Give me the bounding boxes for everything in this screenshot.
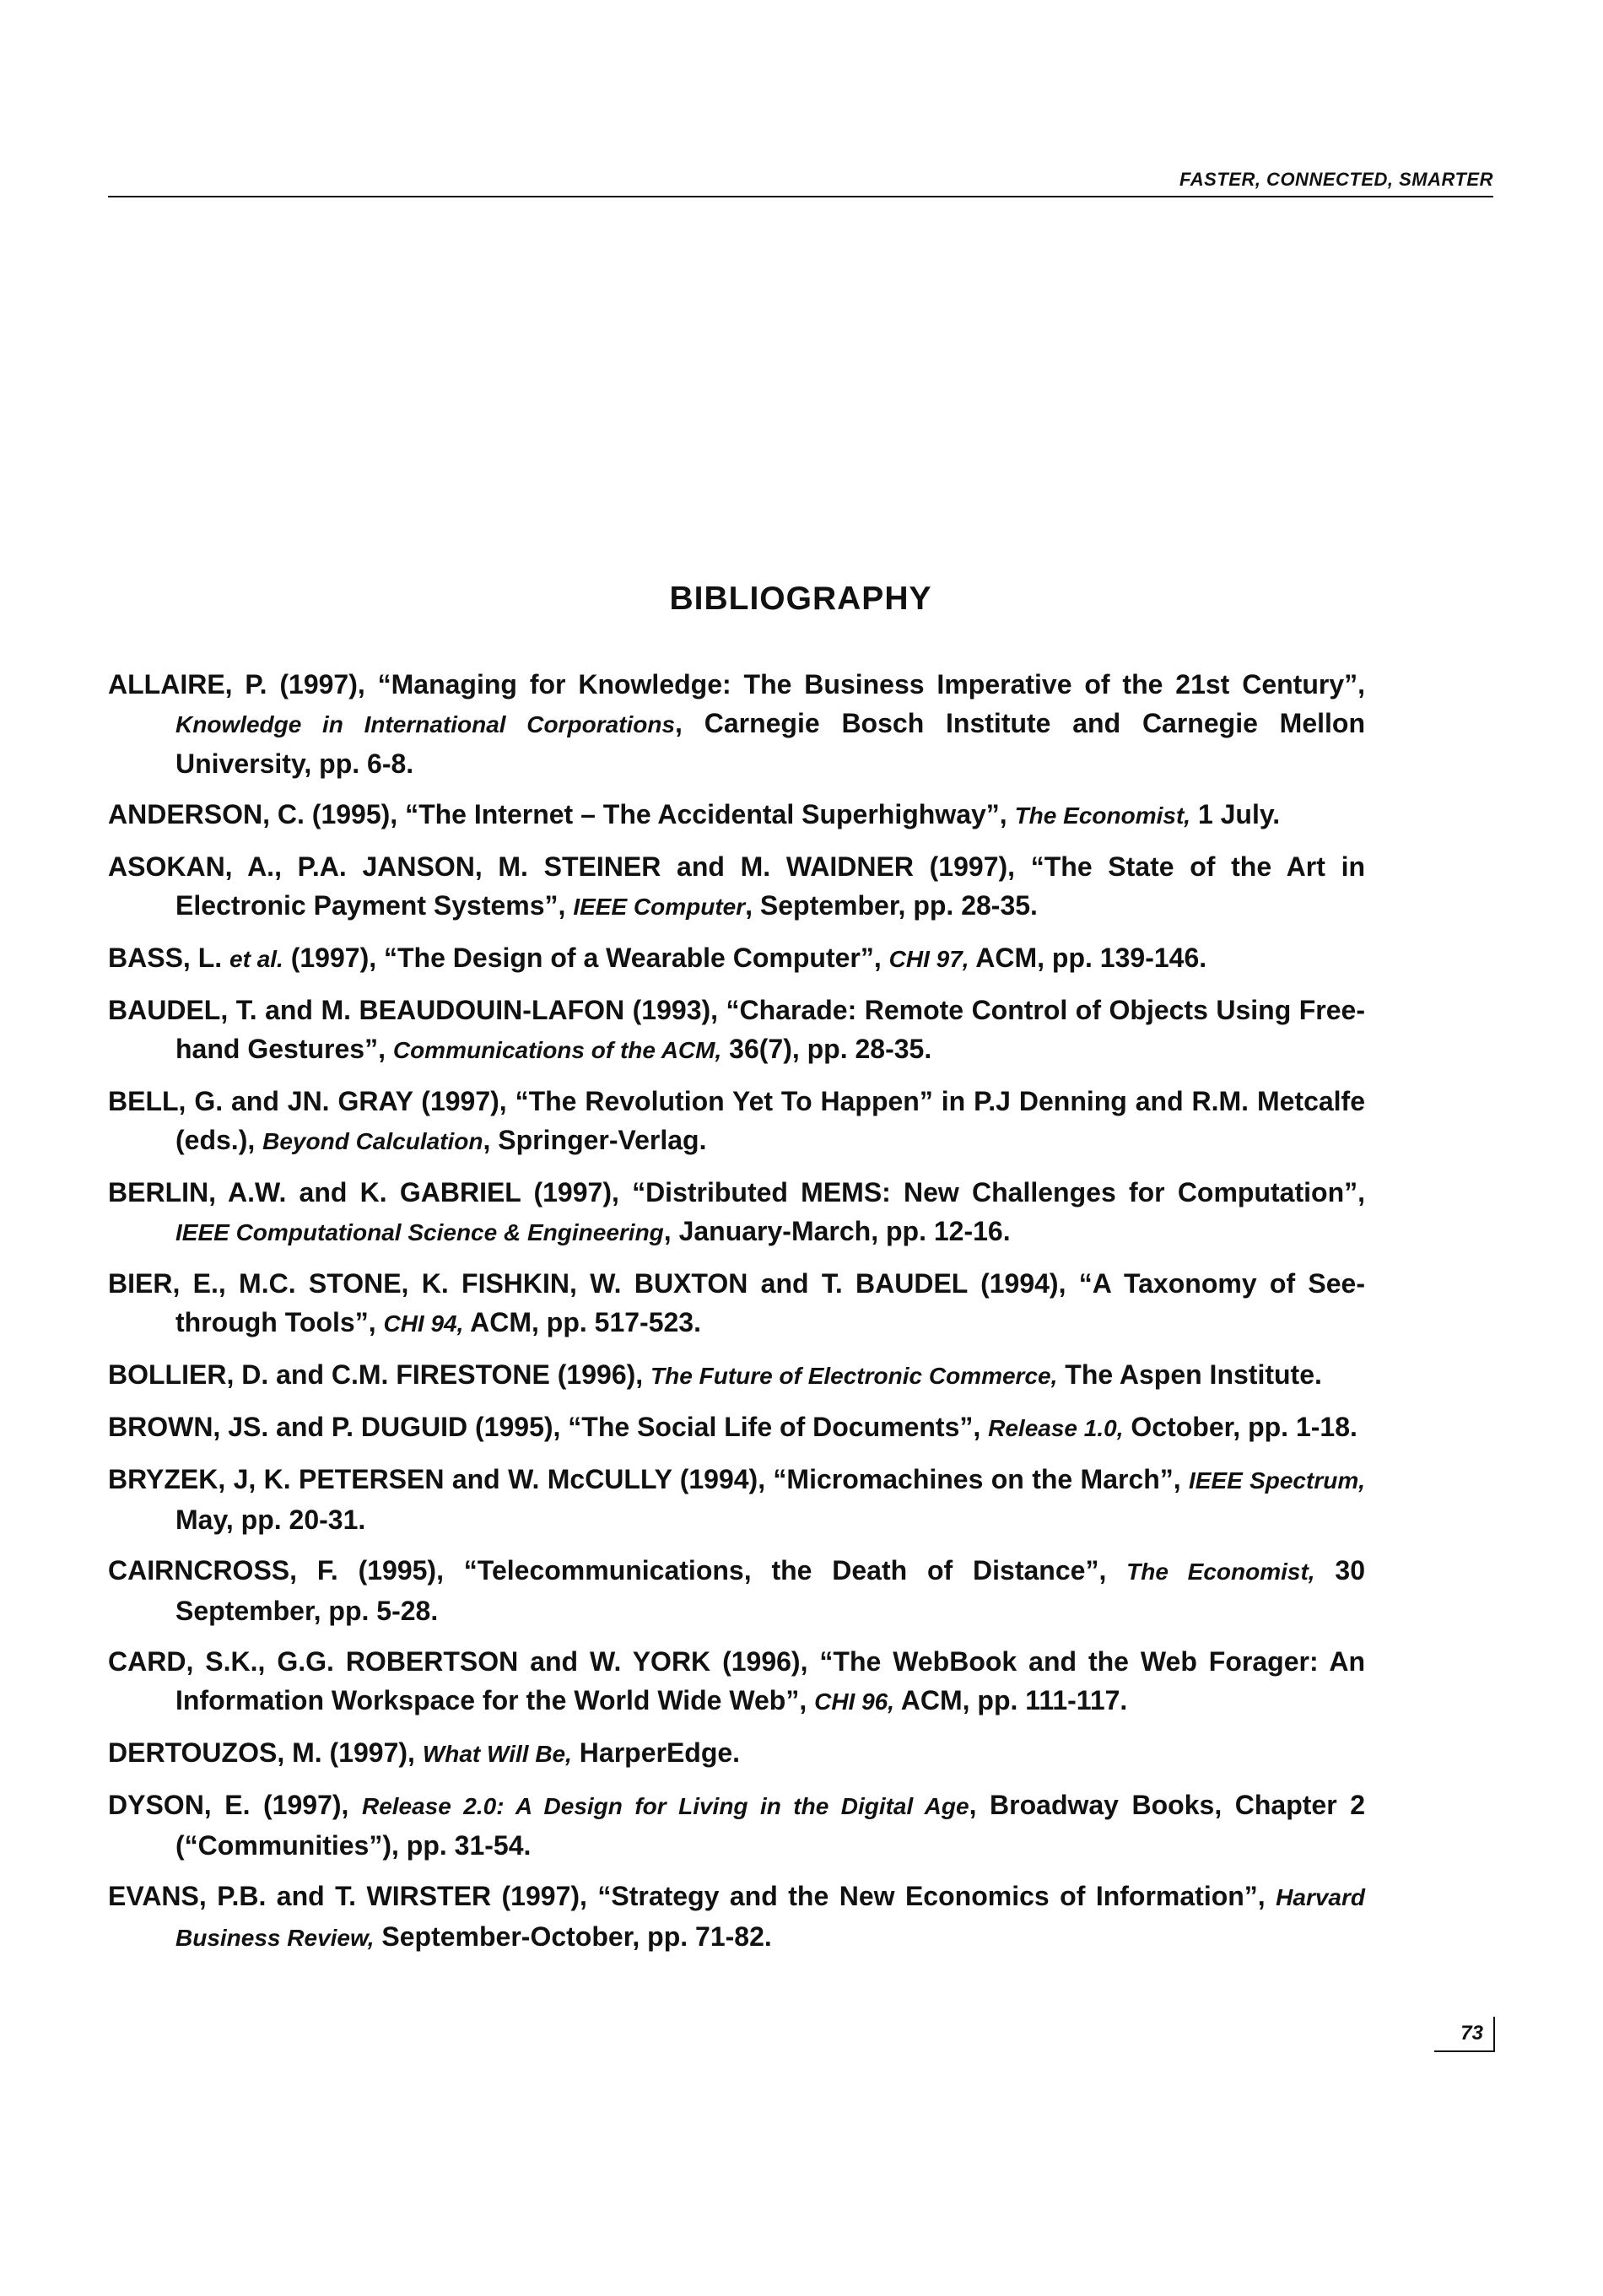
page-number-box — [1434, 2017, 1495, 2052]
entry-source: IEEE Spectrum, — [1189, 1467, 1365, 1494]
entry-text: May, pp. 20-31. — [175, 1505, 366, 1535]
bibliography-entry — [108, 795, 1365, 835]
entry-source: CHI 94, — [383, 1310, 464, 1337]
entry-source: What Will Be, — [422, 1741, 572, 1767]
entry-text: , Carnegie Bosch Institute and Carnegie Mellon University, pp. 6-8. — [175, 708, 1365, 779]
entry-text: ANDERSON, C. (1995), “The Internet – The Accidental Superhighway”, — [108, 799, 1015, 829]
entry-text: The Aspen Institute. — [1057, 1359, 1322, 1390]
entry-text: 1 July. — [1190, 799, 1281, 829]
entry-text: , Springer-Verlag. — [483, 1125, 707, 1155]
bibliography-list — [108, 665, 1365, 1969]
entry-source: IEEE Computer — [573, 894, 746, 920]
bibliography-entry — [108, 1355, 1365, 1396]
entry-source: Release 2.0: A Design for Living in the Digital Age — [361, 1793, 969, 1819]
bibliography-entry — [108, 1551, 1365, 1630]
bibliography-entry — [108, 1877, 1365, 1958]
entry-source: IEEE Computational Science & Engineering — [175, 1219, 664, 1245]
bibliography-entry — [108, 1173, 1365, 1252]
entry-source: Release 1.0, — [988, 1415, 1124, 1441]
entry-text: 36(7), pp. 28-35. — [721, 1034, 932, 1064]
entry-text: EVANS, P.B. and T. WIRSTER (1997), “Strategy and the New Economics of Information”, — [108, 1881, 1276, 1911]
entry-source: CHI 97, — [888, 946, 969, 972]
entry-text: (1997), “The Design of a Wearable Computer”, — [283, 943, 889, 973]
page-number: 73 — [1460, 2022, 1483, 2045]
entry-text: BASS, L. — [108, 943, 230, 973]
bibliography-entry — [108, 938, 1365, 979]
entry-source: The Future of Electronic Commerce, — [650, 1363, 1058, 1389]
bibliography-entry — [108, 1642, 1365, 1721]
entry-text: BIER, E., M.C. STONE, K. FISHKIN, W. BUXTON and T. BAUDEL (1994), “A Taxonomy of See-through Tools”, — [108, 1268, 1365, 1337]
entry-text: BELL, G. and JN. GRAY (1997), “The Revolution Yet To Happen” in P.J Denning and R.M. Metcalfe (eds.), — [108, 1086, 1365, 1155]
entry-source: Knowledge in International Corporations — [175, 711, 676, 737]
entry-source: The Economist, — [1126, 1559, 1315, 1585]
entry-text: October, pp. 1-18. — [1123, 1412, 1357, 1442]
entry-text: BAUDEL, T. and M. BEAUDOUIN-LAFON (1993), “Charade: Remote Control of Objects Using Free-hand Gestures”, — [108, 995, 1365, 1064]
entry-text: , January-March, pp. 12-16. — [663, 1216, 1011, 1246]
entry-source: Communications of the ACM, — [392, 1037, 722, 1063]
entry-text: DERTOUZOS, M. (1997), — [108, 1737, 423, 1768]
entry-text: ACM, pp. 517-523. — [463, 1307, 701, 1337]
bibliography-entry — [108, 665, 1365, 783]
entry-text: ASOKAN, A., P.A. JANSON, M. STEINER and M. WAIDNER (1997), “The State of the Art in Electronic Payment Systems”, — [108, 851, 1365, 921]
entry-text: CAIRNCROSS, F. (1995), “Telecommunications, the Death of Distance”, — [108, 1555, 1127, 1586]
header-rule — [108, 196, 1493, 197]
entry-text: HarperEdge. — [571, 1737, 741, 1768]
entry-text: BOLLIER, D. and C.M. FIRESTONE (1996), — [108, 1359, 651, 1390]
entry-text: , Broadway Books, Chapter 2 (“Communities”), pp. 31-54. — [175, 1790, 1366, 1861]
running-head: FASTER, CONNECTED, SMARTER — [1179, 169, 1493, 190]
bibliography-entry — [108, 991, 1365, 1070]
entry-source: Beyond Calculation — [262, 1128, 483, 1154]
entry-text: BRYZEK, J, K. PETERSEN and W. McCULLY (1994), “Micromachines on the March”, — [108, 1464, 1190, 1494]
entry-text: , September, pp. 28-35. — [745, 890, 1038, 921]
bibliography-entry — [108, 1460, 1365, 1539]
entry-text: September-October, pp. 71-82. — [374, 1921, 772, 1952]
entry-text: ACM, pp. 139-146. — [969, 943, 1207, 973]
entry-source: et al. — [229, 946, 283, 972]
entry-source: Harvard Business Review, — [175, 1884, 1365, 1951]
entry-text: 30 September, pp. 5-28. — [175, 1555, 1366, 1626]
bibliography-entry — [108, 847, 1365, 927]
bibliography-entry — [108, 1733, 1365, 1774]
entry-text: BERLIN, A.W. and K. GABRIEL (1997), “Distributed MEMS: New Challenges for Computation”, — [108, 1177, 1365, 1207]
entry-text: CARD, S.K., G.G. ROBERTSON and W. YORK (1996), “The WebBook and the Web Forager: An Information Workspace for the World Wide Web”, — [108, 1646, 1365, 1715]
entry-text: ACM, pp. 111-117. — [894, 1685, 1128, 1715]
entry-source: The Economist, — [1014, 802, 1191, 829]
entry-text: ALLAIRE, P. (1997), “Managing for Knowledge: The Business Imperative of the 21st Century”, — [108, 669, 1365, 700]
entry-source: CHI 96, — [814, 1688, 895, 1715]
entry-text: DYSON, E. (1997), — [108, 1790, 362, 1820]
section-title: BIBLIOGRAPHY — [669, 581, 932, 618]
bibliography-entry — [108, 1082, 1365, 1161]
entry-text: BROWN, JS. and P. DUGUID (1995), “The Social Life of Documents”, — [108, 1412, 989, 1442]
bibliography-entry — [108, 1407, 1365, 1448]
bibliography-entry — [108, 1264, 1365, 1343]
bibliography-entry — [108, 1785, 1365, 1865]
